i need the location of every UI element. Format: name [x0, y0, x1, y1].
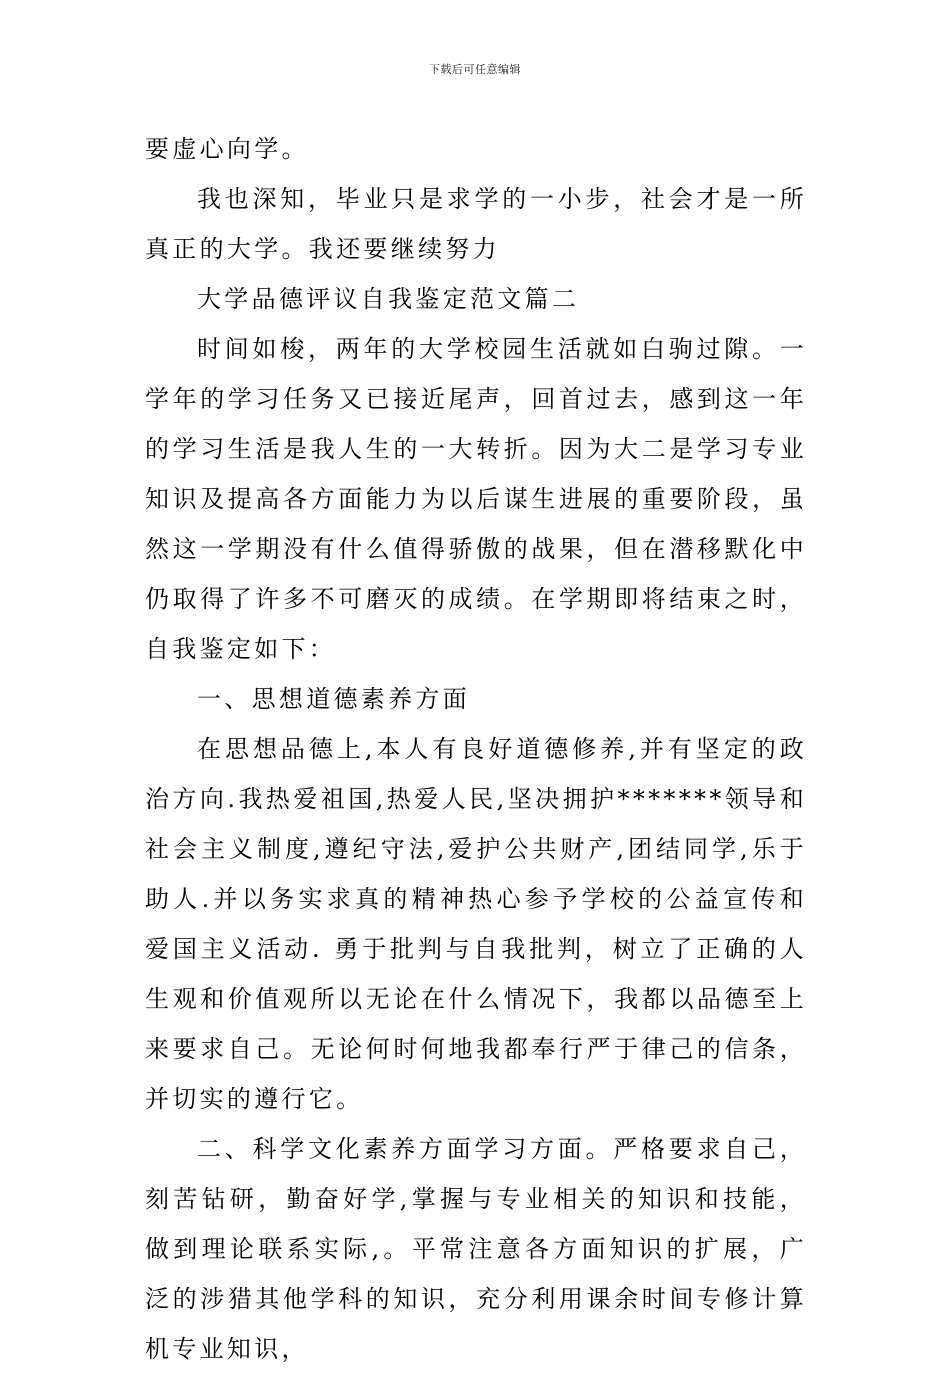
- paragraph-continuation: 要虚心向学。: [145, 135, 309, 163]
- paragraph-intro: 时间如梭，两年的大学校园生活就如白驹过隙。一学年的学习任务又已接近尾声，回首过去，感到这一年的学习生活是我人生的一大转折。因为大二是学习专业知识及提高各方面能力为以后谋生进展的重要阶段，虽然这一学期没有什么值得骄傲的战果，但在潜移默化中仍取得了许多不可磨灭的成绩。在学期即将结束之时，自我鉴定如下：: [145, 335, 807, 663]
- paragraph-graduation: 我也深知，毕业只是求学的一小步，社会才是一所真正的大学。我还要继续努力: [145, 185, 807, 263]
- paragraph-moral: 在思想品德上,本人有良好道德修养,并有坚定的政治方向.我热爱祖国,热爱人民,坚决拥护*******领导和社会主义制度,遵纪守法,爱护公共财产,团结同学,乐于助人.并以务实求真的精神热心参予学校的公益宣传和爱国主义活动. 勇于批判与自我批判，树立了正确的人生观和价值观所以无论在什么情况下，我都以品德至上来要求自己。无论何时何地我都奉行严于律己的信条，并切实的遵行它。: [145, 735, 807, 1113]
- paragraph-science-culture: 二、科学文化素养方面学习方面。严格要求自己，刻苦钻研，勤奋好学,掌握与专业相关的知识和技能，做到理论联系实际,。平常注意各方面知识的扩展，广泛的涉猎其他学科的知识，充分利用课余时间专修计算机专业知识，: [145, 1135, 807, 1363]
- section-title: 大学品德评议自我鉴定范文篇二: [197, 285, 580, 313]
- heading-moral-cultivation: 一、思想道德素养方面: [197, 685, 470, 713]
- page-header: 下载后可任意编辑: [429, 63, 521, 76]
- document-body: [145, 124, 807, 1374]
